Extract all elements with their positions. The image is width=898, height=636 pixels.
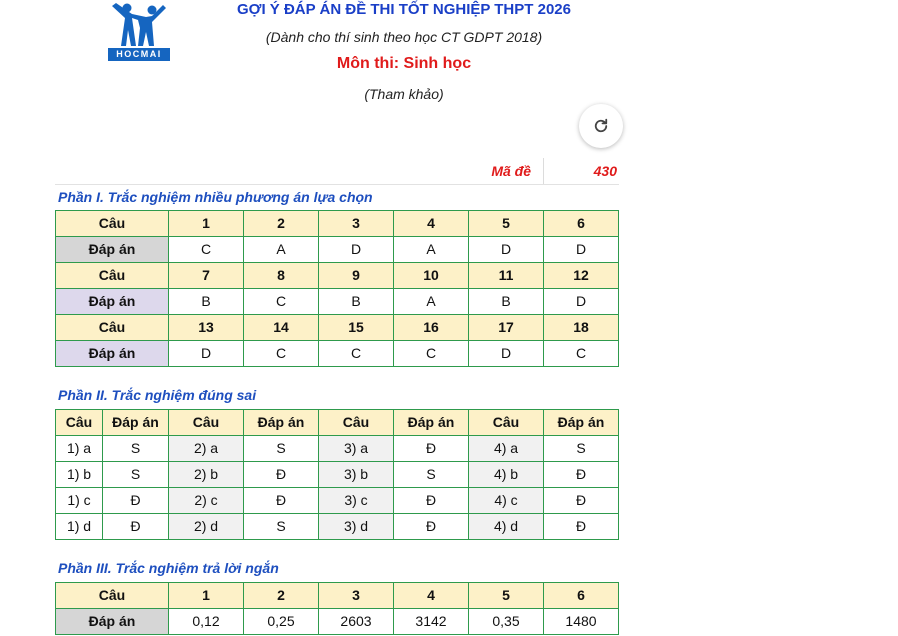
answer-cell: A bbox=[244, 237, 319, 263]
answer-cell: S bbox=[394, 462, 469, 488]
question-label: Câu bbox=[56, 211, 169, 237]
answer-cell: 3142 bbox=[394, 609, 469, 635]
answer-cell: Đ bbox=[544, 488, 619, 514]
question-number: 6 bbox=[544, 583, 619, 609]
statement-cell: 1) c bbox=[56, 488, 103, 514]
question-number: 2 bbox=[244, 211, 319, 237]
answer-cell: S bbox=[244, 514, 319, 540]
question-number: 16 bbox=[394, 315, 469, 341]
table-row bbox=[56, 609, 619, 635]
question-number: 1 bbox=[169, 583, 244, 609]
answer-cell: S bbox=[103, 436, 169, 462]
column-header: Câu bbox=[319, 410, 394, 436]
table-row bbox=[56, 237, 619, 263]
statement-cell: 4) a bbox=[469, 436, 544, 462]
page-subtitle: (Dành cho thí sinh theo học CT GDPT 2018) bbox=[265, 29, 543, 45]
answer-cell: 0,12 bbox=[169, 609, 244, 635]
part3-title: Phần III. Trắc nghiệm trả lời ngắn bbox=[58, 560, 279, 576]
refresh-icon bbox=[592, 117, 610, 135]
question-number: 3 bbox=[319, 211, 394, 237]
page-title: GỢI Ý ĐÁP ÁN ĐỀ THI TỐT NGHIỆP THPT 2026 bbox=[237, 1, 571, 18]
table-row bbox=[56, 462, 619, 488]
statement-cell: 3) c bbox=[319, 488, 394, 514]
answer-cell: Đ bbox=[544, 462, 619, 488]
column-header: Đáp án bbox=[394, 410, 469, 436]
answer-cell: C bbox=[394, 341, 469, 367]
answer-cell: Đ bbox=[544, 514, 619, 540]
statement-cell: 2) d bbox=[169, 514, 244, 540]
answer-cell: A bbox=[394, 237, 469, 263]
table-header-row bbox=[56, 410, 619, 436]
answer-cell: S bbox=[244, 436, 319, 462]
answer-cell: B bbox=[169, 289, 244, 315]
question-number: 9 bbox=[319, 263, 394, 289]
answer-cell: Đ bbox=[244, 488, 319, 514]
answer-cell: D bbox=[469, 237, 544, 263]
answer-cell: S bbox=[544, 436, 619, 462]
answer-cell: C bbox=[319, 341, 394, 367]
answer-cell: Đ bbox=[103, 514, 169, 540]
answer-cell: A bbox=[394, 289, 469, 315]
part2-table bbox=[55, 409, 619, 540]
answer-cell: 1480 bbox=[544, 609, 619, 635]
logo-text: HOCMAI bbox=[108, 48, 170, 61]
question-number: 6 bbox=[544, 211, 619, 237]
column-header: Đáp án bbox=[244, 410, 319, 436]
question-number: 11 bbox=[469, 263, 544, 289]
table-row bbox=[56, 289, 619, 315]
answer-cell: S bbox=[103, 462, 169, 488]
subject-title: Môn thi: Sinh học bbox=[336, 55, 472, 72]
part2-title: Phần II. Trắc nghiệm đúng sai bbox=[58, 387, 257, 403]
question-number: 1 bbox=[169, 211, 244, 237]
answer-cell: 0,35 bbox=[469, 609, 544, 635]
answer-cell: Đ bbox=[394, 488, 469, 514]
answer-cell: D bbox=[469, 341, 544, 367]
answer-label: Đáp án bbox=[56, 237, 169, 263]
answer-cell: C bbox=[244, 289, 319, 315]
statement-cell: 4) c bbox=[469, 488, 544, 514]
question-number: 13 bbox=[169, 315, 244, 341]
column-header: Câu bbox=[469, 410, 544, 436]
statement-cell: 4) b bbox=[469, 462, 544, 488]
statement-cell: 3) d bbox=[319, 514, 394, 540]
question-number: 5 bbox=[469, 211, 544, 237]
statement-cell: 1) a bbox=[56, 436, 103, 462]
question-number: 2 bbox=[244, 583, 319, 609]
question-number: 3 bbox=[319, 583, 394, 609]
answer-cell: D bbox=[319, 237, 394, 263]
statement-cell: 2) a bbox=[169, 436, 244, 462]
answer-cell: 0,25 bbox=[244, 609, 319, 635]
question-number: 5 bbox=[469, 583, 544, 609]
answer-cell: D bbox=[169, 341, 244, 367]
exam-code-label: Mã đề bbox=[491, 163, 531, 179]
reference-note: (Tham khảo) bbox=[364, 86, 444, 102]
column-header: Câu bbox=[169, 410, 244, 436]
question-number: 4 bbox=[394, 211, 469, 237]
question-number: 15 bbox=[319, 315, 394, 341]
statement-cell: 1) d bbox=[56, 514, 103, 540]
question-number: 7 bbox=[169, 263, 244, 289]
question-number: 4 bbox=[394, 583, 469, 609]
part1-table bbox=[55, 210, 619, 367]
answer-cell: C bbox=[544, 341, 619, 367]
table-row bbox=[56, 315, 619, 341]
statement-cell: 2) b bbox=[169, 462, 244, 488]
question-number: 10 bbox=[394, 263, 469, 289]
column-header: Đáp án bbox=[103, 410, 169, 436]
question-number: 12 bbox=[544, 263, 619, 289]
part1-title: Phần I. Trắc nghiệm nhiều phương án lựa chọn bbox=[58, 189, 373, 205]
answer-cell: C bbox=[244, 341, 319, 367]
table-row bbox=[56, 514, 619, 540]
answer-cell: B bbox=[319, 289, 394, 315]
answer-cell: B bbox=[469, 289, 544, 315]
answer-cell: 2603 bbox=[319, 609, 394, 635]
table-row bbox=[56, 211, 619, 237]
statement-cell: 3) b bbox=[319, 462, 394, 488]
part3-table bbox=[55, 582, 619, 635]
answer-cell: Đ bbox=[103, 488, 169, 514]
answer-label: Đáp án bbox=[56, 341, 169, 367]
answer-cell: Đ bbox=[394, 514, 469, 540]
statement-cell: 3) a bbox=[319, 436, 394, 462]
question-number: 14 bbox=[244, 315, 319, 341]
table-row bbox=[56, 583, 619, 609]
column-header: Đáp án bbox=[544, 410, 619, 436]
table-row bbox=[56, 341, 619, 367]
statement-cell: 4) d bbox=[469, 514, 544, 540]
answer-label: Đáp án bbox=[56, 289, 169, 315]
exam-code-value: 430 bbox=[593, 163, 617, 179]
table-row bbox=[56, 436, 619, 462]
question-label: Câu bbox=[56, 583, 169, 609]
answer-cell: D bbox=[544, 237, 619, 263]
question-number: 18 bbox=[544, 315, 619, 341]
statement-cell: 1) b bbox=[56, 462, 103, 488]
question-label: Câu bbox=[56, 263, 169, 289]
table-row bbox=[56, 263, 619, 289]
refresh-button[interactable] bbox=[579, 104, 623, 148]
question-label: Câu bbox=[56, 315, 169, 341]
answer-cell: Đ bbox=[244, 462, 319, 488]
question-number: 8 bbox=[244, 263, 319, 289]
answer-label: Đáp án bbox=[56, 609, 169, 635]
table-row bbox=[56, 488, 619, 514]
question-number: 17 bbox=[469, 315, 544, 341]
answer-cell: Đ bbox=[394, 436, 469, 462]
column-header: Câu bbox=[56, 410, 103, 436]
exam-code-row bbox=[55, 158, 619, 185]
answer-cell: C bbox=[169, 237, 244, 263]
answer-cell: D bbox=[544, 289, 619, 315]
statement-cell: 2) c bbox=[169, 488, 244, 514]
